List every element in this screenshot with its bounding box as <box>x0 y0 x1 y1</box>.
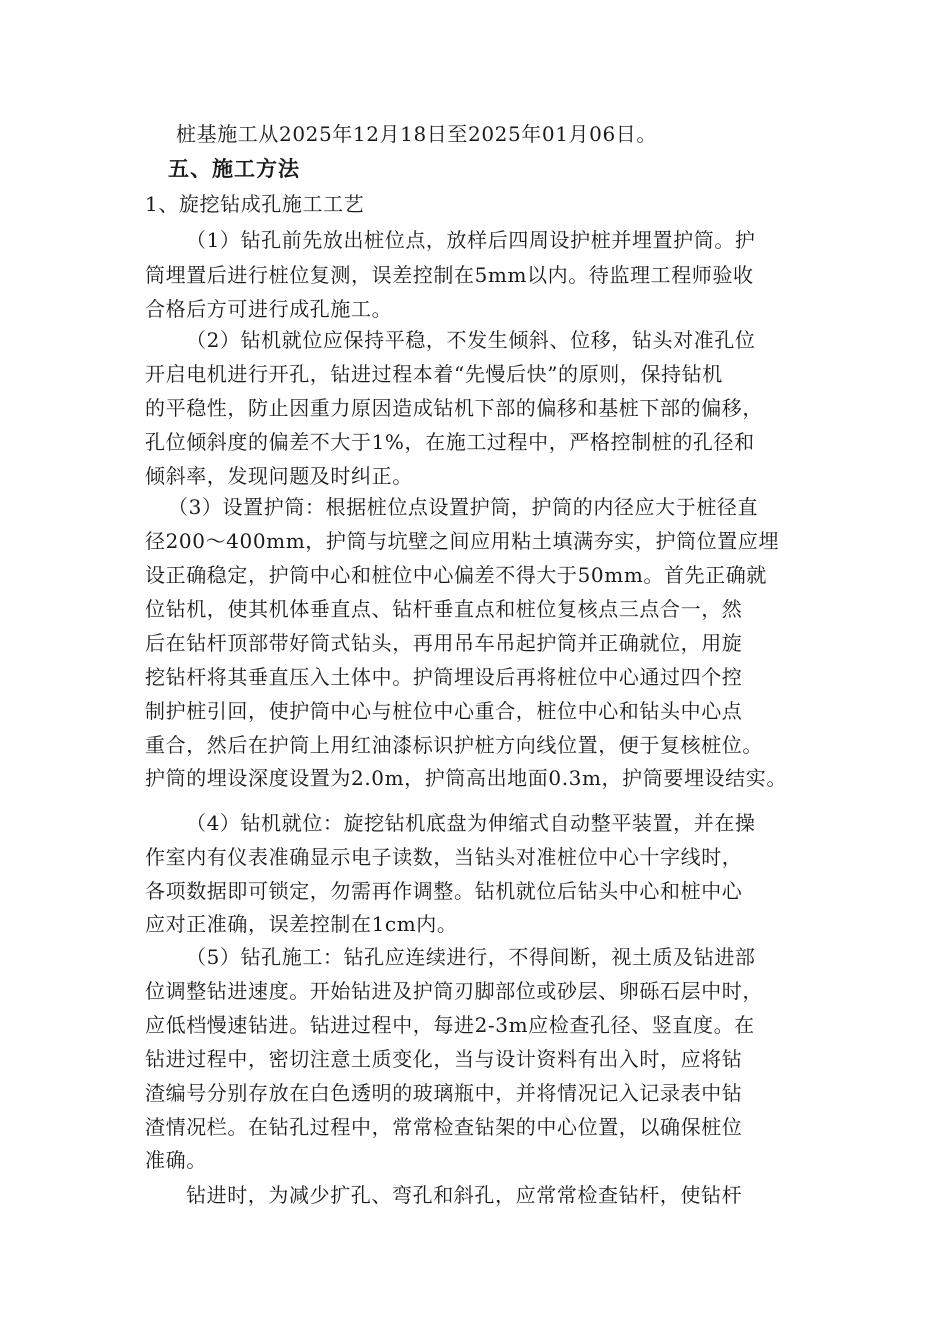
para3-line: 制护桩引回，使护筒中心与桩位中心重合，桩位中心和钻头中心点 <box>145 699 743 723</box>
para4-line: 应对正准确，误差控制在1cm内。 <box>145 912 458 936</box>
para3-line: 重合，然后在护筒上用红油漆标识护桩方向线位置，便于复核桩位。 <box>145 733 763 757</box>
para5-line: 准确。 <box>145 1148 207 1172</box>
para3-line: 护筒的埋设深度设置为2.0m，护筒高出地面0.3m，护筒要埋设结实。 <box>145 766 787 790</box>
para3-line: 挖钻杆将其垂直压入土体中。护筒埋设后再将桩位中心通过四个控 <box>145 665 743 689</box>
para3-line: 设正确稳定，护筒中心和桩位中心偏差不得大于50mm。首先正确就 <box>145 563 767 587</box>
section-heading: 五、施工方法 <box>168 156 300 181</box>
para1-line: 筒埋置后进行桩位复测，误差控制在5mm以内。待监理工程师验收 <box>145 263 754 287</box>
para3-line: 后在钻杆顶部带好筒式钻头，再用吊车吊起护筒并正确就位，用旋 <box>145 631 743 655</box>
para4-line: （4）钻机就位：旋挖钻机底盘为伸缩式自动整平装置，并在操 <box>186 811 756 835</box>
intro-line: 桩基施工从2025年12月18日至2025年01月06日。 <box>176 122 657 146</box>
para2-line: 的平稳性，防止因重力原因造成钻机下部的偏移和基桩下部的偏移， <box>145 396 763 420</box>
para2-line: 开启电机进行开孔，钻进过程本着“先慢后快”的原则，保持钻机 <box>145 362 723 386</box>
para2-line: 孔位倾斜度的偏差不大于1%，在施工过程中，严格控制桩的孔径和 <box>145 430 755 454</box>
para2-line: （2）钻机就位应保持平稳，不发生倾斜、位移，钻头对准孔位 <box>186 328 756 352</box>
para5-line: 位调整钻进速度。开始钻进及护筒刃脚部位或砂层、卵砾石层中时， <box>145 979 763 1003</box>
para4-line: 作室内有仪表准确显示电子读数，当钻头对准桩位中心十字线时， <box>145 845 743 869</box>
para3-line: 位钻机，使其机体垂直点、钻杆垂直点和桩位复核点三点合一，然 <box>145 597 743 621</box>
para3-line: （3）设置护筒：根据桩位点设置护筒，护筒的内径应大于桩径直 <box>168 495 759 519</box>
para6-line: 钻进时，为减少扩孔、弯孔和斜孔，应常常检查钻杆，使钻杆 <box>186 1183 743 1207</box>
para1-line: （1）钻孔前先放出桩位点，放样后四周设护桩并埋置护筒。护 <box>186 228 756 252</box>
para5-line: 钻进过程中，密切注意土质变化，当与设计资料有出入时，应将钻 <box>145 1047 743 1071</box>
para5-line: 应低档慢速钻进。钻进过程中，每进2-3m应检查孔径、竖直度。在 <box>145 1013 755 1037</box>
para4-line: 各项数据即可锁定，勿需再作调整。钻机就位后钻头中心和桩中心 <box>145 879 743 903</box>
para3-line: 径200～400mm，护筒与坑壁之间应用粘土填满夯实，护筒位置应埋 <box>145 529 780 553</box>
para5-line: （5）钻孔施工：钻孔应连续进行，不得间断，视土质及钻进部 <box>186 945 756 969</box>
para1-line: 合格后方可进行成孔施工。 <box>145 297 393 321</box>
para5-line: 渣编号分别存放在白色透明的玻璃瓶中，并将情况记入记录表中钻 <box>145 1081 743 1105</box>
para5-line: 渣情况栏。在钻孔过程中，常常检查钻架的中心位置，以确保桩位 <box>145 1115 743 1139</box>
subsection-heading: 1、旋挖钻成孔施工工艺 <box>145 192 365 216</box>
para2-line: 倾斜率，发现问题及时纠正。 <box>145 464 413 488</box>
